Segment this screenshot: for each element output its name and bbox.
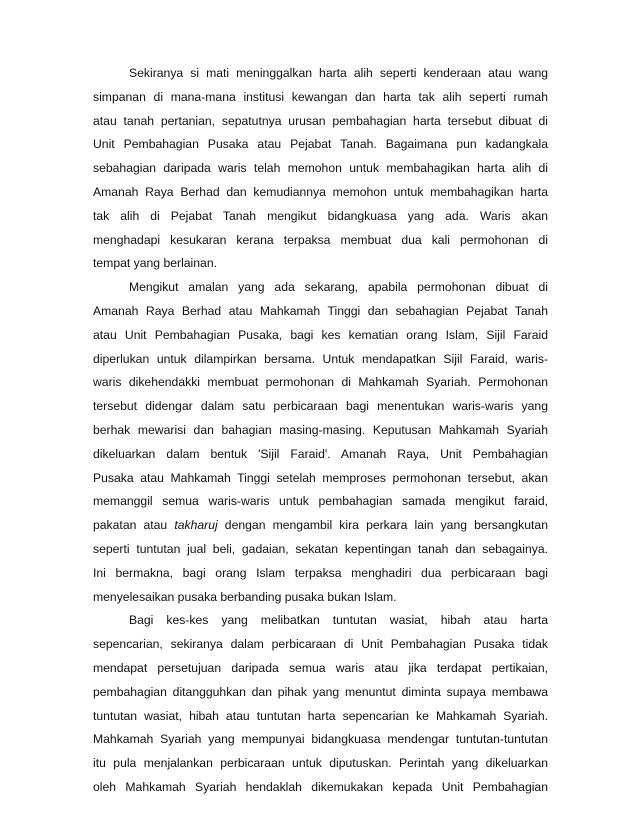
text-line: Bagi kes-kes yang melibatkan tuntutan wasiat, hibah atau harta [129,613,548,628]
text-segment: dengan mengambil kira perkara lain yang bersangkutan [217,518,548,533]
text-line: sebahagian daripada waris telah memohon untuk membahagikan harta alih di [93,161,548,176]
text-line: berhak mewarisi dan bahagian masing-masing. Keputusan Mahkamah Syariah [93,422,548,437]
text-line: tuntutan wasiat, hibah atau tuntutan harta sepencarian ke Mahkamah Syariah. [93,708,548,723]
text-line: menyelesaikan pusaka berbanding pusaka bukan Islam. [93,589,397,604]
text-line: Mahkamah Syariah yang mempunyai bidangkuasa mendengar tuntutan-tuntutan [93,732,548,747]
text-line: tempat yang berlainan. [93,256,217,271]
paragraph-1 [93,62,548,276]
italic-term: takharuj [174,518,218,533]
text-line: simpanan di mana-mana institusi kewangan dan harta tak alih seperti rumah [93,89,548,104]
text-line: seperti tuntutan jual beli, gadaian, sekatan kepentingan tanah dan sebagainya. [93,541,548,556]
text-line: Sekiranya si mati meninggalkan harta alih seperti kenderaan atau wang [129,66,548,80]
text-line: diperlukan untuk dilampirkan bersama. Untuk mendapatkan Sijil Faraid, waris- [93,351,548,366]
text-line: menghadapi kesukaran kerana terpaksa membuat dua kali permohonan di [93,232,548,247]
text-line: atau Unit Pembahagian Pusaka, bagi kes kematian orang Islam, Sijil Faraid [93,327,548,342]
text-line: tersebut didengar dalam satu perbicaraan bagi menentukan waris-waris yang [93,399,548,414]
text-segment: pakatan atau [93,518,175,533]
text-line: Amanah Raya Berhad dan kemudiannya memohon untuk membahagikan harta [93,184,548,199]
text-line: dikeluarkan dalam bentuk 'Sijil Faraid'. Amanah Raya, Unit Pembahagian [93,446,548,461]
paragraph-2 [93,276,548,609]
text-line: atau tanah pertanian, sepatutnya urusan pembahagian harta tersebut dibuat di [93,113,548,128]
text-line: Pusaka atau Mahkamah Tinggi setelah memproses permohonan tersebut, akan [93,470,548,485]
text-line: tak alih di Pejabat Tanah mengikut bidangkuasa yang ada. Waris akan [93,208,548,223]
text-line: mendapat persetujuan daripada semua waris atau jika terdapat pertikaian, [93,660,548,675]
text-line: Unit Pembahagian Pusaka atau Pejabat Tanah. Bagaimana pun kadangkala [93,137,548,152]
text-line: itu pula menjalankan perbicaraan untuk diputuskan. Perintah yang dikeluarkan [93,756,548,771]
text-line: oleh Mahkamah Syariah hendaklah dikemukakan kepada Unit Pembahagian [93,779,548,794]
text-line: memanggil semua waris-waris untuk pembahagian samada mengikut faraid, [93,494,548,509]
text-line: pembahagian ditangguhkan dan pihak yang menuntut diminta supaya membawa [93,684,548,699]
paragraph-3 [93,609,548,799]
text-line: Mengikut amalan yang ada sekarang, apabila permohonan dibuat di [129,280,548,295]
text-line: sepencarian, sekiranya dalam perbicaraan di Unit Pembahagian Pusaka tidak [93,637,548,652]
text-line: waris dikehendakki membuat permohonan di Mahkamah Syariah. Permohonan [93,375,548,390]
text-line: Amanah Raya Berhad atau Mahkamah Tinggi dan sebahagian Pejabat Tanah [93,303,548,318]
body-text [93,62,548,800]
text-line-with-italic [93,514,548,538]
text-line: Ini bermakna, bagi orang Islam terpaksa menghadiri dua perbicaraan bagi [93,565,548,580]
